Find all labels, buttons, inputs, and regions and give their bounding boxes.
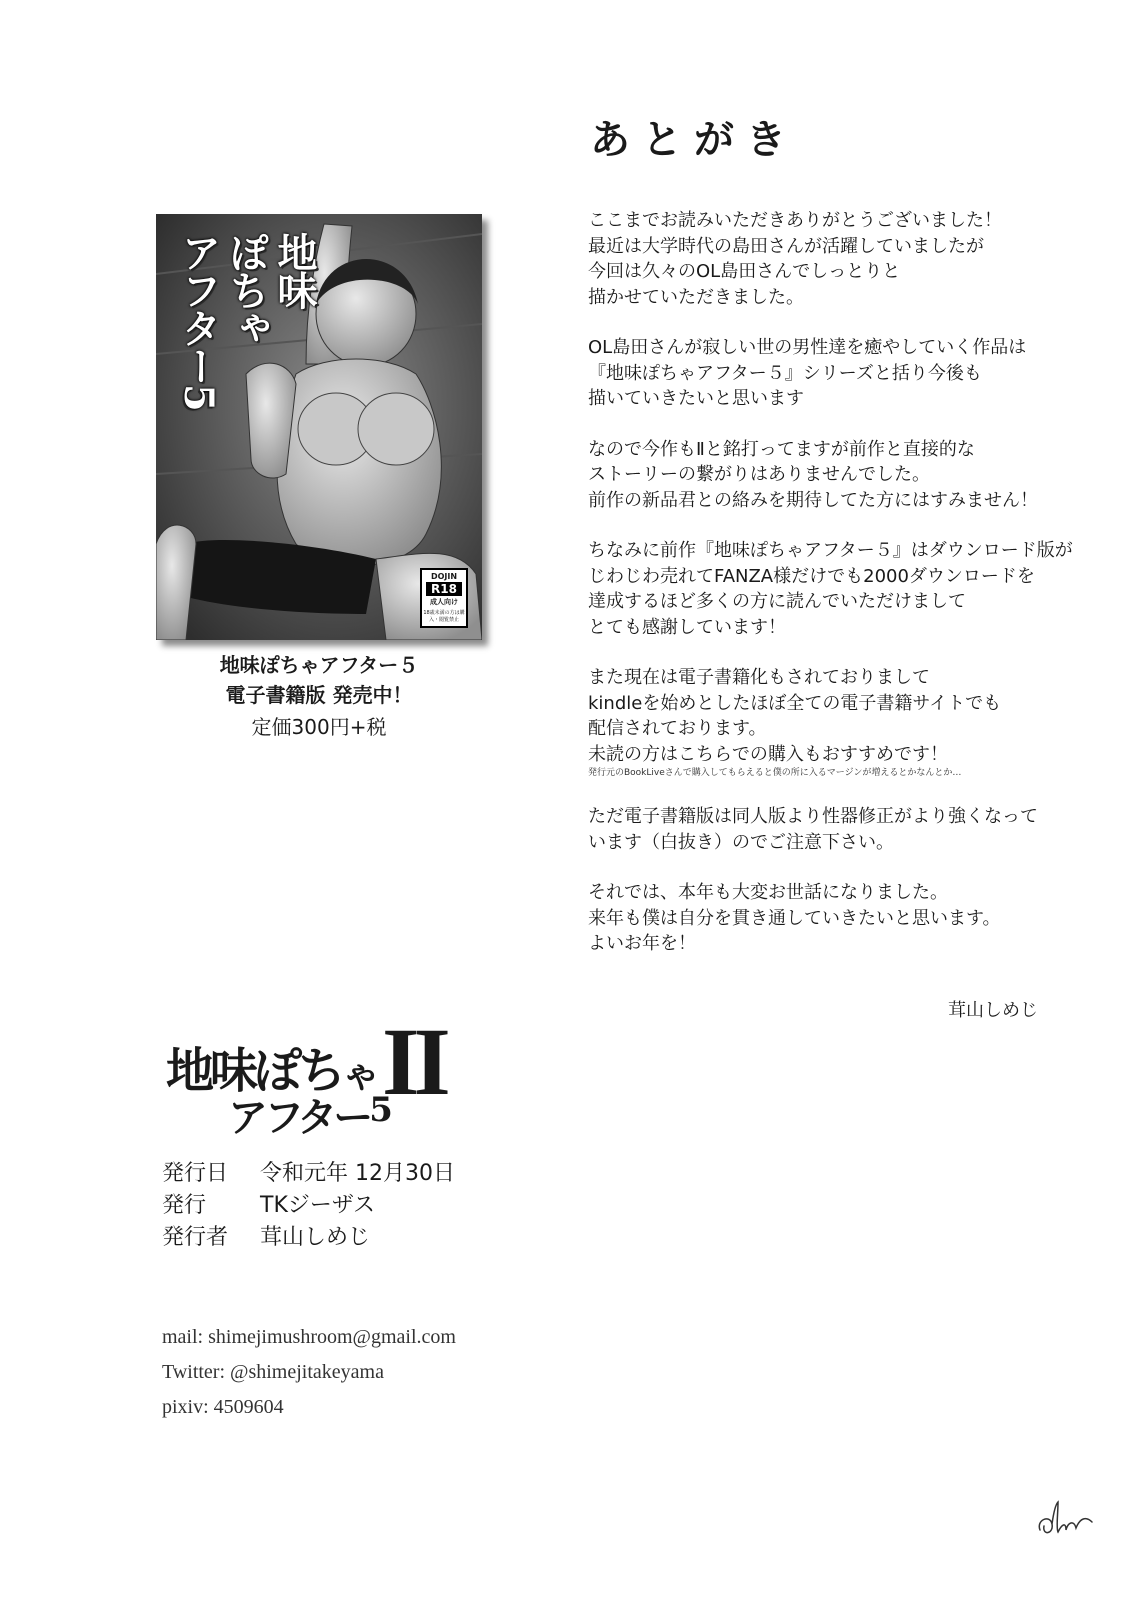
logo-number: 5 (369, 1090, 389, 1130)
afterword-paragraph-5 (588, 665, 1108, 779)
ebook-promo (156, 650, 482, 744)
author-signature: 茸山しめじ (948, 1000, 1038, 1021)
contact-mail: mail: shimejimushroom@gmail.com (162, 1326, 456, 1348)
colophon-value: 令和元年 12月30日 (260, 1161, 455, 1186)
colophon (162, 1158, 455, 1254)
afterword-line: ここまでお読みいただきありがとうございました！ (588, 210, 1002, 231)
contact-pixiv: pixiv: 4509604 (162, 1396, 284, 1418)
badge-note: 18歳未満の方は購入・閲覧禁止 (423, 610, 465, 623)
afterword-footnote: 発行元のBookLiveさんで購入してもらえると僕の所に入るマージンが増えるとかなんとか… (588, 768, 962, 778)
afterword-paragraph-3 (588, 437, 1108, 514)
cover-title-col: 地味 (271, 232, 318, 308)
afterword-paragraph-7 (588, 880, 1108, 957)
colophon-row (162, 1222, 455, 1254)
afterword-paragraph-4 (588, 538, 1108, 640)
afterword-paragraph-6 (588, 804, 1108, 855)
afterword-paragraph-1 (588, 208, 1108, 310)
contact-info (162, 1320, 456, 1425)
colophon-value: TKジーザス (260, 1193, 375, 1218)
afterword-line: います（白抜き）のでご注意下さい。 (588, 831, 894, 853)
afterword-line: ちなみに前作『地味ぽちゃアフター５』はダウンロード版が (588, 540, 1073, 561)
badge-rating: R18 (426, 582, 462, 596)
afterword-line: それでは、本年も大変お世話になりました。 (588, 882, 948, 903)
afterword-line: ただ電子書籍版は同人版より性器修正がより強くなって (588, 806, 1038, 827)
colophon-key: 発行者 (162, 1225, 229, 1250)
colophon-value: 茸山しめじ (260, 1225, 371, 1250)
afterword-line: じわじわ売れてFANZA様だけでも2000ダウンロードを (588, 565, 1035, 587)
colophon-row (162, 1158, 455, 1190)
promo-subtitle: 電子書籍版 発売中！ (225, 683, 413, 707)
afterword-line: 未読の方はこちらでの購入もおすすめです！ (588, 743, 948, 765)
badge-dojin: DOJIN (430, 572, 458, 581)
afterword-line: 描かせていただきました。 (588, 286, 804, 308)
afterword-line: 今回は久々のOL島田さんでしっとりと (588, 261, 901, 282)
promo-price: 定価300円+税 (251, 715, 387, 739)
cover-title-col: ぽちゃ (223, 232, 270, 346)
colophon-key: 発行 (162, 1193, 207, 1218)
contact-twitter: Twitter: @shimejitakeyama (162, 1361, 384, 1383)
afterword-line: 描いていきたいと思います (588, 388, 804, 409)
title-logo (166, 1008, 486, 1141)
afterword-line: よいお年を！ (588, 933, 696, 954)
afterword-line: また現在は電子書籍化もされておりまして (588, 667, 930, 688)
logo-text: アフター (228, 1094, 370, 1141)
logo-line-2 (228, 1086, 389, 1143)
book-cover-image (156, 214, 482, 640)
colophon-key: 発行日 (162, 1161, 229, 1186)
afterword-line: 達成するほど多くの方に読んでいただけまして (588, 591, 966, 612)
logo-text: 地味ぽち (166, 1043, 343, 1099)
colophon-row (162, 1190, 455, 1222)
afterword-line: なので今作もⅡと銘打ってますが前作と直接的な (588, 438, 975, 460)
promo-title: 地味ぽちゃアフター５ (219, 653, 419, 677)
badge-label: 成人向け (430, 598, 458, 606)
logo-roman-numeral: II (382, 1008, 445, 1115)
afterword-title: あとがき (590, 116, 798, 163)
afterword-line: 配信されております。 (588, 718, 767, 739)
afterword-line: 前作の新品君との絡みを期待してた方にはすみません！ (588, 489, 1038, 511)
afterword-body (588, 208, 1108, 982)
afterword-line: 最近は大学時代の島田さんが活躍していましたが (588, 235, 984, 257)
cover-title (174, 232, 318, 410)
afterword-line: ストーリーの繋がりはありませんでした。 (588, 464, 930, 485)
afterword-line: 『地味ぽちゃアフター５』シリーズと括り今後も (588, 362, 982, 384)
afterword-line: OL島田さんが寂しい世の男性達を癒やしていく作品は (588, 337, 1027, 358)
r18-badge (420, 568, 468, 628)
afterword-line: とても感謝しています！ (588, 616, 786, 638)
handwritten-mark (1036, 1500, 1096, 1540)
afterword-line: kindleを始めとしたほぼ全ての電子書籍サイトでも (588, 692, 1002, 714)
afterword-paragraph-2 (588, 335, 1108, 412)
cover-title-col: アフター5 (175, 232, 222, 410)
logo-text-small: ゃ (342, 1051, 377, 1096)
afterword-line: 来年も僕は自分を貫き通していきたいと思います。 (588, 907, 1001, 929)
